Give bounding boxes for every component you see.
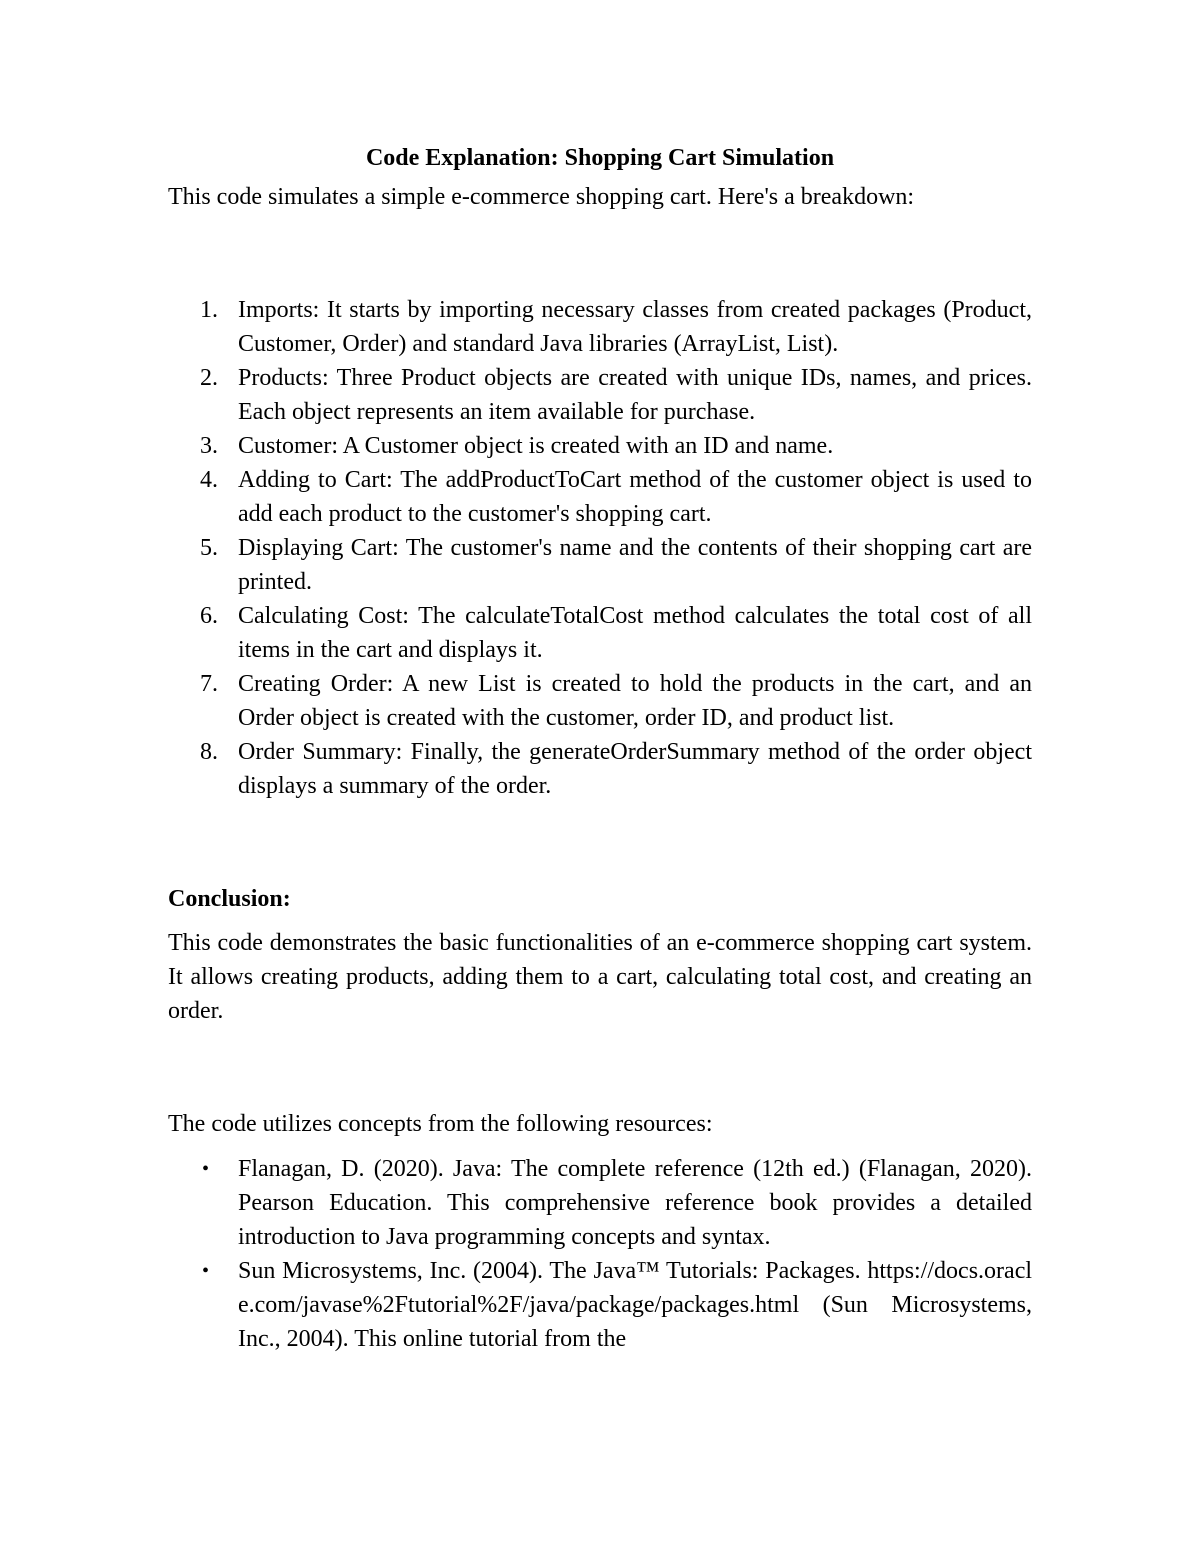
list-number: 6. xyxy=(200,603,218,629)
list-item xyxy=(200,599,1032,667)
list-item-text: Order Summary: Finally, the generateOrderSummary method of the order object displays a summary of the order. xyxy=(238,739,1032,799)
list-item-text: Adding to Cart: The addProductToCart method of the customer object is used to add each product to the customer's shopping cart. xyxy=(238,467,1032,527)
list-number: 3. xyxy=(200,433,218,459)
page-title: Code Explanation: Shopping Cart Simulation xyxy=(365,145,835,171)
list-item xyxy=(200,293,1032,361)
list-item-text: Displaying Cart: The customer's name and the contents of their shopping cart are printed. xyxy=(238,535,1032,595)
list-item xyxy=(200,667,1032,735)
reference-text: Flanagan, D. (2020). Java: The complete reference (12th ed.) (Flanagan, 2020). Pearson Education. This comprehensive reference book provides a detailed introduction to Java programming concepts and syntax. xyxy=(238,1156,1032,1250)
list-item xyxy=(200,463,1032,531)
list-item-text: Products: Three Product objects are created with unique IDs, names, and prices. Each object represents an item available for purchase. xyxy=(238,365,1032,425)
conclusion-paragraph: This code demonstrates the basic functionalities of an e-commerce shopping cart system. It allows creating products, adding them to a cart, calculating total cost, and creating an order. xyxy=(168,930,1032,1024)
list-item xyxy=(200,361,1032,429)
resources-list xyxy=(168,1152,1032,1356)
conclusion-heading: Conclusion: xyxy=(168,886,291,912)
list-item-text: Creating Order: A new List is created to hold the products in the cart, and an Order object is created with the customer, order ID, and product list. xyxy=(238,671,1032,731)
reference-url[interactable]: https://docs.oracle.com/javase%2Ftutorial%2F/java/package/packages.html xyxy=(238,1258,1033,1318)
list-item xyxy=(202,1254,1033,1356)
list-item-text: Imports: It starts by importing necessary classes from created packages (Product, Customer, Order) and standard Java libraries (ArrayList, List). xyxy=(238,297,1032,357)
list-item-text: Customer: A Customer object is created with an ID and name. xyxy=(238,433,834,459)
list-item xyxy=(202,1152,1032,1254)
bullet-icon: • xyxy=(202,1158,210,1180)
list-number: 1. xyxy=(200,297,218,323)
list-number: 4. xyxy=(200,467,218,493)
list-item xyxy=(200,531,1032,599)
list-item xyxy=(200,735,1032,803)
list-number: 5. xyxy=(200,535,218,561)
list-number: 7. xyxy=(200,671,218,697)
breakdown-list xyxy=(168,293,1032,803)
intro-paragraph: This code simulates a simple e-commerce shopping cart. Here's a breakdown: xyxy=(168,184,915,210)
list-number: 2. xyxy=(200,365,218,391)
reference-text: Sun Microsystems, Inc. (2004). The Java™ Tutorials: Packages. xyxy=(238,1258,861,1284)
list-item xyxy=(200,429,1032,463)
reference-text: (Sun Microsystems, Inc., 2004). This online tutorial from the xyxy=(238,1292,1033,1352)
bullet-icon: • xyxy=(202,1260,210,1282)
list-number: 8. xyxy=(200,739,218,765)
list-item-text: Calculating Cost: The calculateTotalCost method calculates the total cost of all items in the cart and displays it. xyxy=(238,603,1032,663)
resources-intro: The code utilizes concepts from the following resources: xyxy=(168,1111,713,1137)
